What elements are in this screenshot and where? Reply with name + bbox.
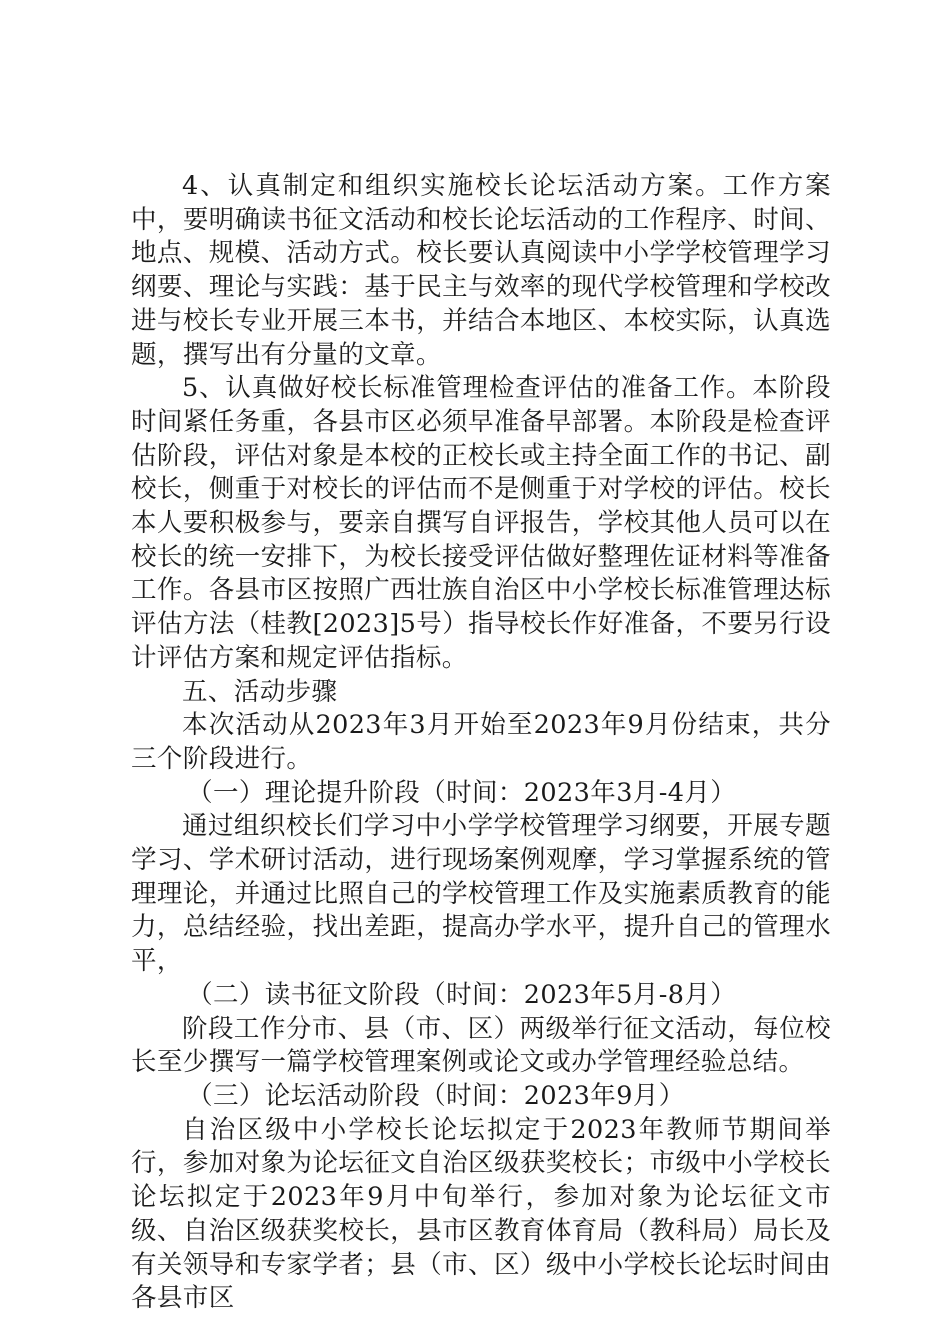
paragraph-intro: 本次活动从2023年3月开始至2023年9月份结束，共分三个阶段进行。 <box>131 710 831 774</box>
stage-2-body: 阶段工作分市、县（市、区）两级举行征文活动，每位校长至少撰写一篇学校管理案例或论文或办学管理经验总结。 <box>131 1013 831 1078</box>
paragraph-item-5: 5、认真做好校长标准管理检查评估的准备工作。本阶段时间紧任务重，各县市区必须早准备早部署。本阶段是检查评估阶段，评估对象是本校的正校长或主持全面工作的书记、副校长，侧重于对校长的评估而不是侧重于对学校的评估。校长本人要积极参与，要亲自撰写自评报告，学校其他人员可以在校长的统一安排下，为校长接受评估做好整理佐证材料等准备工作。各县市区按照广西壮族自治区中小学校长标准管理达标评估方法（桂教[2023]5号）指导校长作好准备，不要另行设计评估方案和规定评估指标。 <box>131 373 831 673</box>
document-page <box>131 170 831 1316</box>
stage-3-title: （三）论坛活动阶段（时间：2023年9月） <box>187 1080 685 1111</box>
stage-1-body: 通过组织校长们学习中小学学校管理学习纲要，开展专题学习、学术研讨活动，进行现场案例观摩，学习掌握系统的管理理论，并通过比照自己的学校管理工作及实施素质教育的能力，总结经验，找出差距，提高办学水平，提升自己的管理水平， <box>131 811 831 977</box>
stage-1-title: （一）理论提升阶段（时间：2023年3月-4月） <box>187 777 737 808</box>
stage-3-body: 自治区级中小学校长论坛拟定于2023年教师节期间举行，参加对象为论坛征文自治区级获奖校长；市级中小学校长论坛拟定于2023年9月中旬举行，参加对象为论坛征文市级、自治区级获奖校长，县市区教育体育局（教科局）局长及有关领导和专家学者；县（市、区）级中小学校长论坛时间由各县市区 <box>131 1114 831 1314</box>
section-heading-activity-steps: 五、活动步骤 <box>182 676 338 707</box>
paragraph-item-4: 4、认真制定和组织实施校长论坛活动方案。工作方案中，要明确读书征文活动和校长论坛活动的工作程序、时间、地点、规模、活动方式。校长要认真阅读中小学学校管理学习纲要、理论与实践：基于民主与效率的现代学校管理和学校改进与校长专业开展三本书，并结合本地区、本校实际，认真选题，撰写出有分量的文章。 <box>131 171 831 370</box>
stage-2-title: （二）读书征文阶段（时间：2023年5月-8月） <box>187 979 737 1010</box>
